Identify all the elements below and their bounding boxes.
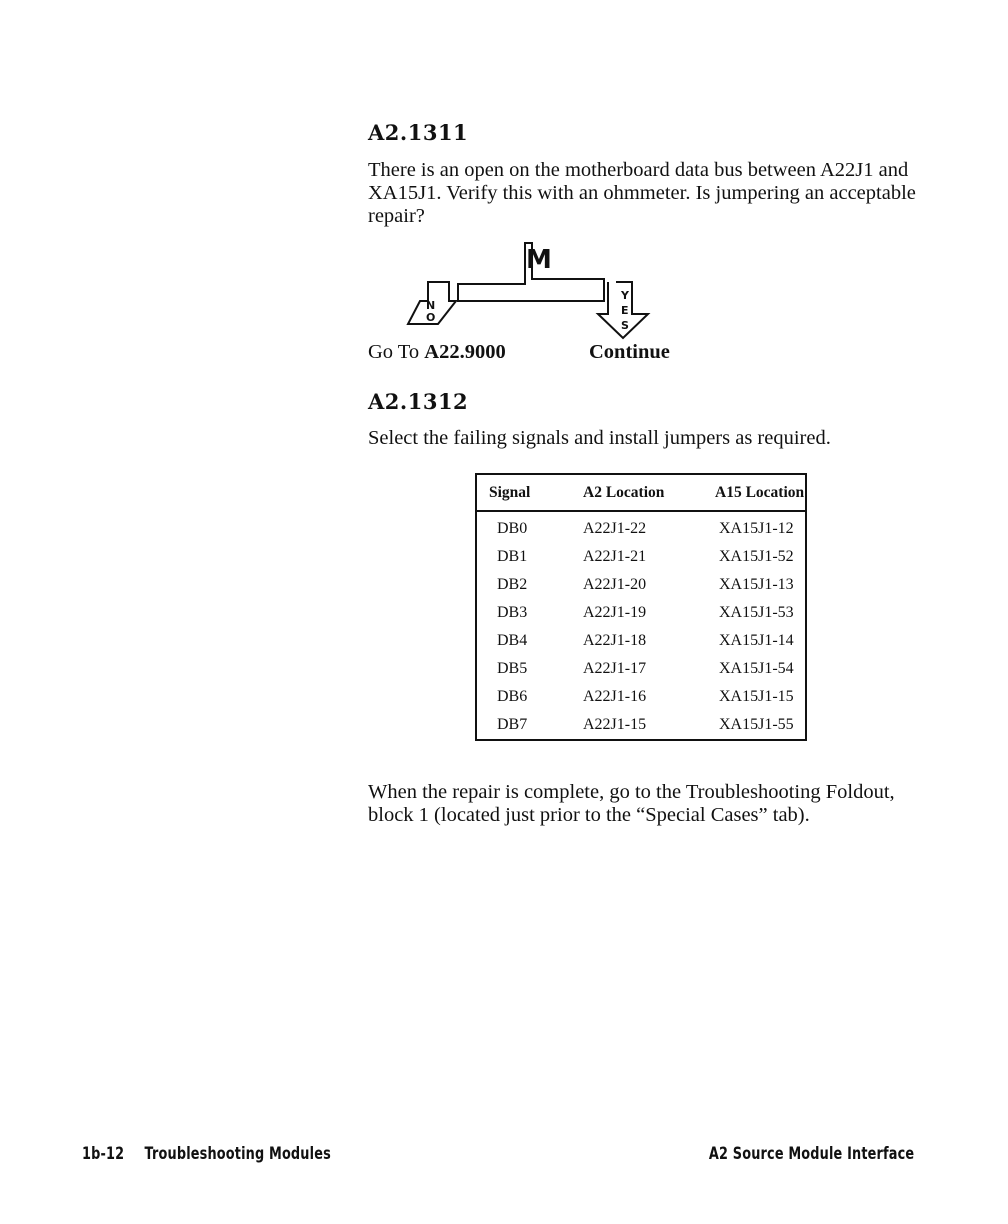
signal-cell: DB6 bbox=[497, 688, 528, 705]
yes-branch-label bbox=[589, 341, 670, 364]
header-signal: Signal bbox=[476, 474, 569, 511]
table-header-row bbox=[476, 474, 806, 511]
a2-location-cell: A22J1-16 bbox=[583, 688, 647, 705]
closing-instruction: When the repair is complete, go to the Troubleshooting Foldout, block 1 (located just prior to the “Special Cases” tab). bbox=[368, 781, 895, 826]
a15-location-cell: XA15J1-12 bbox=[719, 520, 794, 537]
a15-location-cell: XA15J1-52 bbox=[719, 548, 794, 565]
a2-location-cell: A22J1-21 bbox=[583, 548, 647, 565]
a2-location-cell: A22J1-22 bbox=[583, 520, 647, 537]
table-row bbox=[476, 627, 806, 655]
flow-marker-m: M bbox=[526, 245, 552, 275]
a15-location-cell: XA15J1-15 bbox=[719, 688, 794, 705]
a15-location-cell: XA15J1-55 bbox=[719, 716, 794, 733]
table-row bbox=[476, 511, 806, 543]
table-row bbox=[476, 683, 806, 711]
signal-cell: DB4 bbox=[497, 632, 528, 649]
signal-location-table bbox=[475, 473, 807, 741]
header-a2-location: A2 Location bbox=[569, 474, 705, 511]
a15-location-cell: XA15J1-53 bbox=[719, 604, 794, 621]
a2-location-cell: A22J1-18 bbox=[583, 632, 647, 649]
no-letter-n: N bbox=[426, 299, 436, 312]
a2-location-cell: A22J1-20 bbox=[583, 576, 647, 593]
signal-cell: DB2 bbox=[497, 576, 528, 593]
a2-location-cell: A22J1-17 bbox=[583, 660, 647, 677]
question-text: There is an open on the motherboard data bus between A22J1 and XA15J1. Verify this with an ohmmeter. Is jumpering an acceptable repair? bbox=[368, 159, 916, 227]
header-a15-location: A15 Location bbox=[705, 474, 806, 511]
signal-cell: DB5 bbox=[497, 660, 528, 677]
signal-cell: DB1 bbox=[497, 548, 528, 565]
signal-cell: DB3 bbox=[497, 604, 528, 621]
yes-letter-y: Y bbox=[621, 289, 629, 302]
a15-location-cell: XA15J1-13 bbox=[719, 576, 794, 593]
no-letter-o: O bbox=[426, 311, 436, 324]
table-row bbox=[476, 571, 806, 599]
a15-location-cell: XA15J1-14 bbox=[719, 632, 794, 649]
a2-location-cell: A22J1-19 bbox=[583, 604, 647, 621]
chapter-title: Troubleshooting Modules bbox=[144, 1144, 331, 1163]
footer-right bbox=[709, 1144, 914, 1163]
a15-location-cell: XA15J1-54 bbox=[719, 660, 794, 677]
yes-letter-s: S bbox=[621, 319, 629, 332]
table-row bbox=[476, 543, 806, 571]
table-row bbox=[476, 655, 806, 683]
table-row bbox=[476, 599, 806, 627]
instruction-text: Select the failing signals and install jumpers as required. bbox=[368, 427, 831, 449]
section-heading-a2-1311: A2.1311 bbox=[368, 120, 469, 145]
no-branch-target[interactable]: A22.9000 bbox=[424, 341, 506, 363]
yes-no-flow-diagram bbox=[398, 238, 663, 346]
yes-branch-action[interactable]: Continue bbox=[589, 341, 670, 363]
no-branch-label bbox=[368, 341, 506, 364]
section-title: A2 Source Module Interface bbox=[708, 1144, 914, 1163]
section-heading-a2-1312: A2.1312 bbox=[368, 389, 469, 414]
a2-location-cell: A22J1-15 bbox=[583, 716, 647, 733]
no-branch-prefix: Go To bbox=[368, 341, 420, 363]
yes-letter-e: E bbox=[621, 304, 629, 317]
signal-cell: DB0 bbox=[497, 520, 528, 537]
signal-cell: DB7 bbox=[497, 716, 528, 733]
table-row bbox=[476, 711, 806, 740]
page-number: 1b-12 bbox=[82, 1144, 125, 1163]
footer-left bbox=[82, 1144, 331, 1163]
